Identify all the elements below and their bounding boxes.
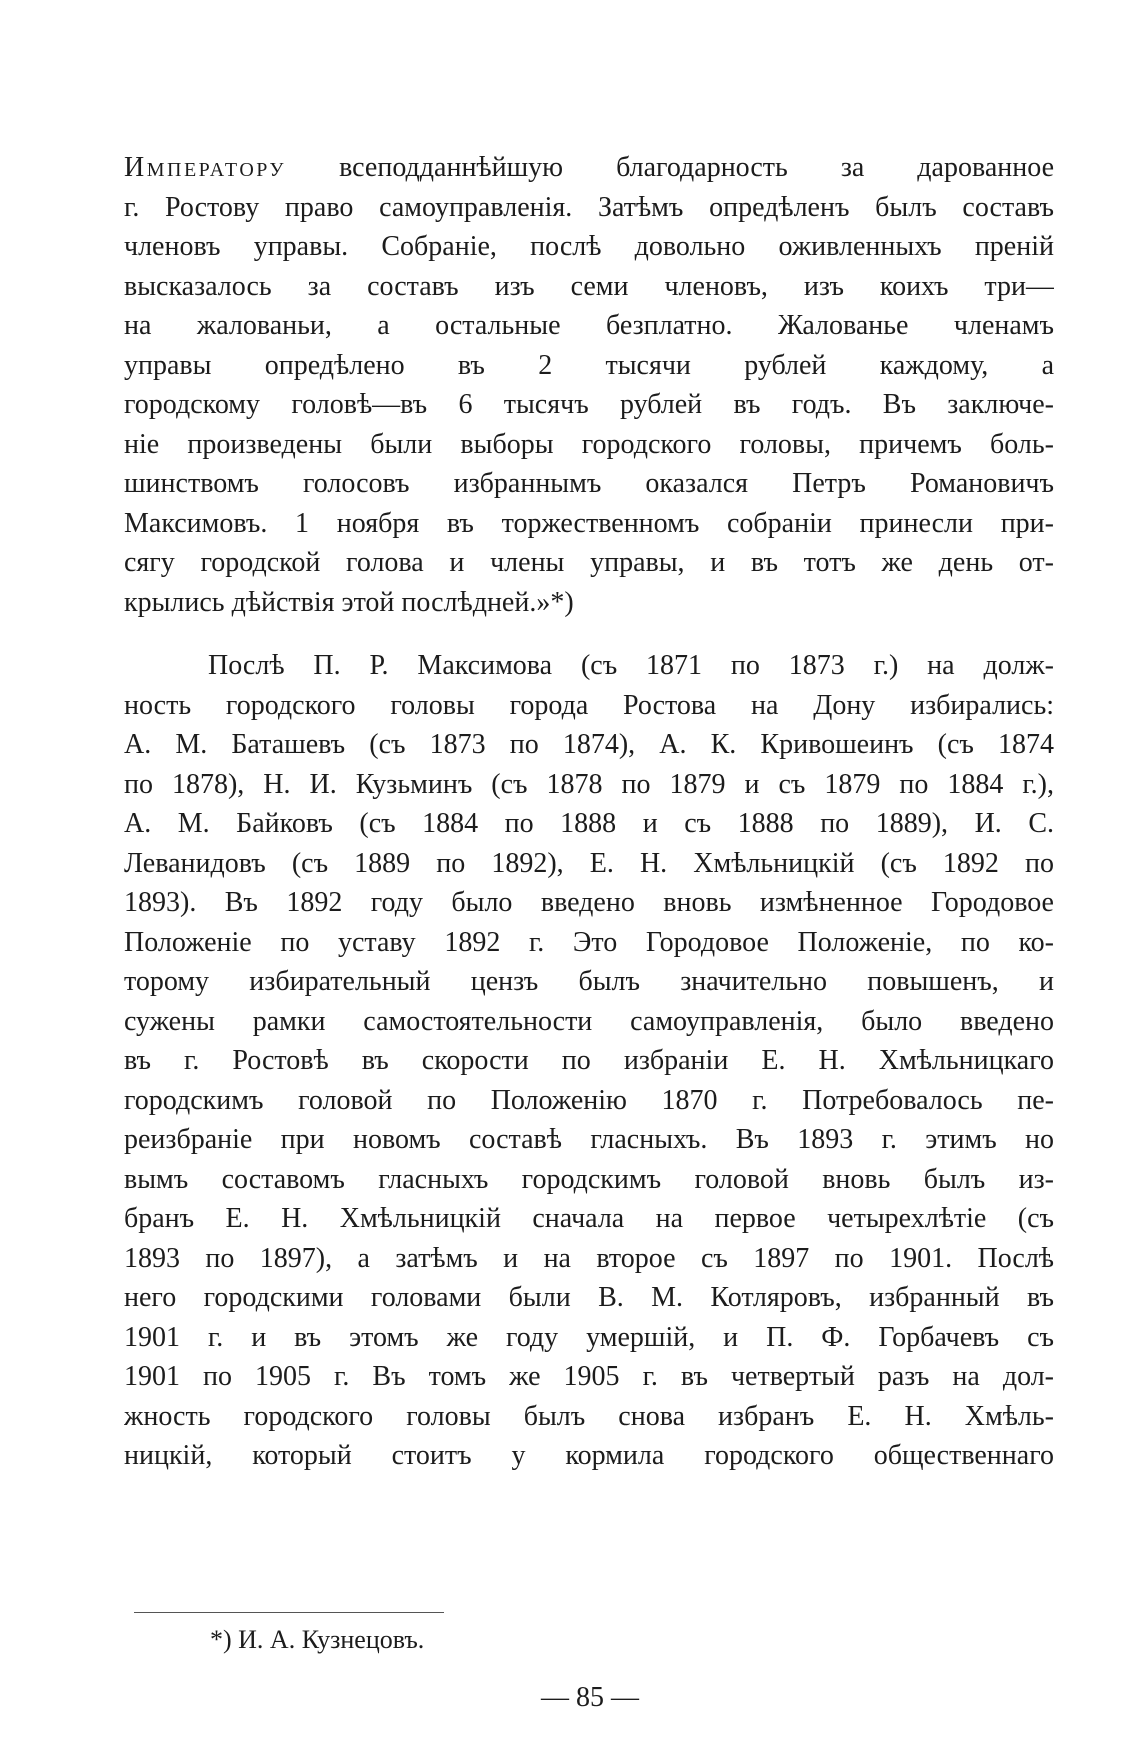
text-line <box>124 148 1054 188</box>
text-line: ніе произведены были выборы городского головы, причемъ боль- <box>124 428 1054 460</box>
text-line: А. М. Байковъ (съ 1884 по 1888 и съ 1888 по 1889), И. С. <box>124 808 1054 839</box>
text-line: Максимовъ. 1 ноября въ торжественномъ собраніи принесли при- <box>124 507 1054 539</box>
paragraph-1 <box>124 148 1054 622</box>
text-line: городскимъ головой по Положенію 1870 г. Потребовалось пе- <box>124 1084 1054 1116</box>
text-line: него городскими головами были В. М. Котляровъ, избранный въ <box>124 1282 1054 1313</box>
book-page <box>124 148 1054 1476</box>
text-line: городскому головѣ—въ 6 тысячъ рублей въ годъ. Въ заключе- <box>124 389 1054 420</box>
text-line: крылись дѣйствія этой послѣдней.»*) <box>124 586 574 618</box>
text-line: реизбраніе при новомъ составѣ гласныхъ. Въ 1893 г. этимъ но <box>124 1124 1054 1155</box>
text-line: 1901 по 1905 г. Въ томъ же 1905 г. въ четвертый разъ на дол- <box>124 1361 1054 1392</box>
text-line: 1901 г. и въ этомъ же году умершій, и П. Ф. Горбачевъ съ <box>124 1321 1054 1353</box>
text-line: сужены рамки самостоятельности самоуправленія, было введено <box>124 1005 1054 1037</box>
text-line: сягу городской голова и члены управы, и въ тотъ же день от- <box>124 547 1054 578</box>
footnote: *) И. А. Кузнецовъ. <box>210 1625 425 1654</box>
text-line: ность городского головы города Ростова на Дону избирались: <box>124 689 1054 721</box>
text-line: вымъ составомъ гласныхъ городскимъ головой вновь былъ из- <box>124 1163 1054 1195</box>
footnote-divider <box>134 1612 444 1613</box>
text-line: на жалованьи, а остальные безплатно. Жалованье членамъ <box>124 310 1054 341</box>
text-line: торому избирательный цензъ былъ значительно повышенъ, и <box>124 966 1054 997</box>
text-line: высказалось за составъ изъ семи членовъ, изъ коихъ три— <box>124 270 1054 302</box>
text-line: управы опредѣлено въ 2 тысячи рублей каждому, а <box>124 349 1054 381</box>
text-line: 1893 по 1897), а затѣмъ и на второе съ 1897 по 1901. Послѣ <box>124 1242 1054 1274</box>
text-line-content: всеподданнѣйшую благодарность за дарованное <box>339 152 1054 183</box>
text-line: въ г. Ростовѣ въ скорости по избраніи Е. Н. Хмѣльницкаго <box>124 1045 1054 1076</box>
paragraph-2 <box>124 646 1054 1476</box>
text-line: Послѣ П. Р. Максимова (съ 1871 по 1873 г.) на долж- <box>208 650 1054 681</box>
text-line: членовъ управы. Собраніе, послѣ довольно оживленныхъ преній <box>124 231 1054 262</box>
text-line: шинствомъ голосовъ избраннымъ оказался Петръ Романовичъ <box>124 468 1054 499</box>
text-line: ницкій, который стоитъ у кормила городского общественнаго <box>124 1440 1054 1471</box>
text-line: жность городского головы былъ снова избранъ Е. Н. Хмѣль- <box>124 1400 1054 1432</box>
text-line: Положеніе по уставу 1892 г. Это Городовое Положеніе, по ко- <box>124 926 1054 958</box>
text-line: А. М. Баташевъ (съ 1873 по 1874), А. К. Кривошеинъ (съ 1874 <box>124 729 1054 760</box>
text-line: 1893). Въ 1892 году было введено вновь измѣненное Городовое <box>124 887 1054 918</box>
text-line: г. Ростову право самоуправленія. Затѣмъ опредѣленъ былъ составъ <box>124 191 1054 223</box>
emperor-word: Императору <box>124 152 287 183</box>
text-line: бранъ Е. Н. Хмѣльницкій сначала на первое четырехлѣтіе (съ <box>124 1203 1054 1234</box>
text-line: Леванидовъ (съ 1889 по 1892), Е. Н. Хмѣльницкій (съ 1892 по <box>124 847 1054 879</box>
page-number: — 85 — <box>541 1682 639 1713</box>
text-line: по 1878), Н. И. Кузьминъ (съ 1878 по 1879 и съ 1879 по 1884 г.), <box>124 768 1054 800</box>
